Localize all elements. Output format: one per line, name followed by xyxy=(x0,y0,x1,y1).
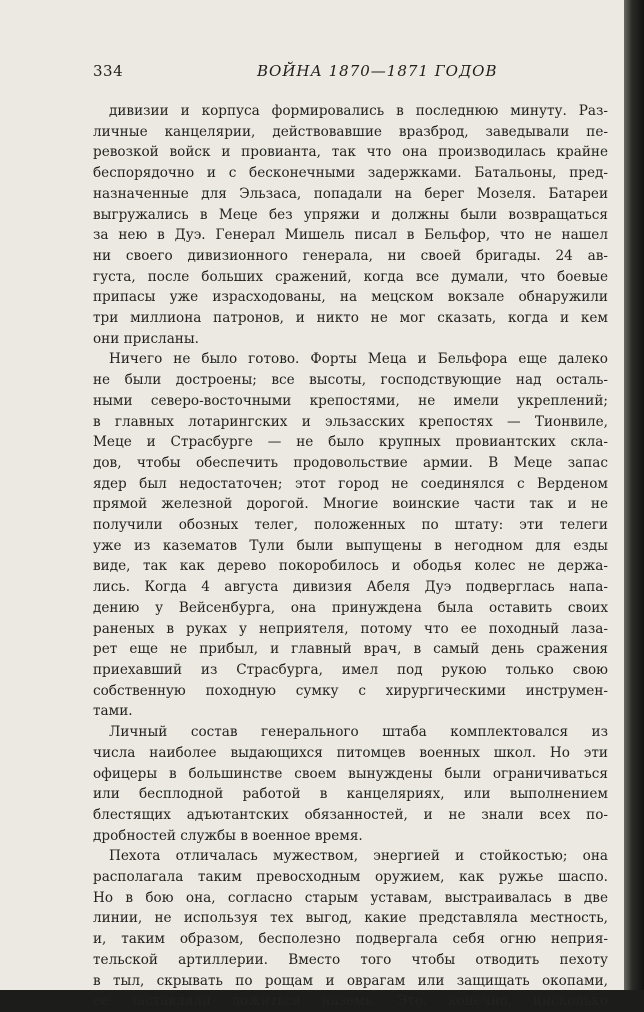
text-line: получили обозных телег, положенных по штату: эти телеги xyxy=(93,517,608,534)
paragraph xyxy=(93,101,608,349)
text-line: припасы уже израсходованы, на мецском вокзале обнаружили xyxy=(93,289,608,306)
text-line: дов, чтобы обеспечить продовольствие армии. В Меце запас xyxy=(93,454,608,471)
text-line: Но в бою она, согласно старым уставам, выстраивалась в две xyxy=(93,889,608,906)
text-line: приехавший из Страсбурга, имел под рукою только свою xyxy=(93,661,608,678)
body-text xyxy=(93,101,608,1012)
text-line: собственную походную сумку с хирургическими инструмен- xyxy=(93,682,608,699)
text-line: лись. Когда 4 августа дивизия Абеля Дуэ подверглась напа- xyxy=(93,579,608,596)
text-line: блестящих адъютантских обязанностей, и не знали всех по- xyxy=(93,806,608,823)
text-line: тельской артиллерии. Вместо того чтобы отводить пехоту xyxy=(93,951,608,968)
text-line: в тыл, скрывать по рощам и оврагам или защищать окопами, xyxy=(93,972,608,989)
text-line: Ничего не было готово. Форты Меца и Бельфора еще далеко xyxy=(109,351,608,368)
page-number: 334 xyxy=(93,62,124,80)
paragraph xyxy=(93,846,608,1012)
text-line: раненых в руках у неприятеля, потому что ее походный лаза- xyxy=(93,620,608,637)
text-line: назначенные для Эльзаса, попадали на берег Мозеля. Батареи xyxy=(93,185,608,202)
text-line: личные канцелярии, действовавшие вразброд, заведывали пе- xyxy=(93,123,608,140)
text-line: или бесплодной работой в канцеляриях, или выполнением xyxy=(93,786,608,803)
text-line: уже из казематов Тули были выпущены в негодном для езды xyxy=(93,537,608,554)
text-line: за нею в Дуэ. Генерал Мишель писал в Бельфор, что не нашел xyxy=(93,227,608,244)
paragraph xyxy=(93,722,608,846)
text-line: ядер был недостаточен; этот город не соединялся с Верденом xyxy=(93,475,608,492)
text-line: линии, не используя тех выгод, какие представляла местность, xyxy=(93,910,608,927)
paragraph xyxy=(93,349,608,722)
page-edge-shadow xyxy=(624,0,644,990)
text-line: они присланы. xyxy=(93,330,200,347)
running-title: ВОЙНА 1870—1871 ГОДОВ xyxy=(257,62,498,80)
text-line: три миллиона патронов, и никто не мог сказать, когда и кем xyxy=(93,310,608,327)
text-line: ревозкой войск и провианта, так что она производилась крайне xyxy=(93,144,608,161)
text-line: Меце и Страсбурге — не было крупных провиантских скла- xyxy=(93,434,608,451)
running-head xyxy=(93,62,608,86)
text-line: прямой железной дорогой. Многие воинские части так и не xyxy=(93,496,608,513)
text-line: дению у Вейсенбурга, она принуждена была оставить своих xyxy=(93,599,608,616)
text-line: ными северо-восточными крепостями, не имели укреплений; xyxy=(93,392,608,409)
text-line: числа наиболее выдающихся питомцев военных школ. Но эти xyxy=(93,744,608,761)
text-line: в главных лотарингских и эльзасских крепостях — Тионвиле, xyxy=(93,413,608,430)
text-line: Пехота отличалась мужеством, энергией и стойкостью; она xyxy=(109,848,608,865)
text-line: Личный состав генерального штаба комплектовался из xyxy=(109,724,608,741)
text-line: дробностей службы в военное время. xyxy=(93,827,363,844)
text-line: ни своего дивизионного генерала, ни своей бригады. 24 ав- xyxy=(93,247,608,264)
text-line: располагала таким превосходным оружием, как ружье шаспо. xyxy=(93,869,608,886)
text-line: густа, после больших сражений, когда все думали, что боевые xyxy=(93,268,608,285)
text-line: и, таким образом, бесполезно подвергала себя огню неприя- xyxy=(93,931,608,948)
text-line: рет еще не прибыл, и главный врач, в самый день сражения xyxy=(93,641,608,658)
text-line: дивизии и корпуса формировались в последнюю минуту. Раз- xyxy=(109,103,608,119)
text-line: офицеры в большинстве своем вынуждены были ограничиваться xyxy=(93,765,608,782)
text-line: ее заставляли ложиться наземь. Это, конечно, нисколько xyxy=(93,993,608,1010)
text-line: выгружались в Меце без упряжи и должны были возвращаться xyxy=(93,206,608,223)
text-line: не были достроены; все высоты, господствующие над осталь- xyxy=(93,372,608,389)
text-line: тами. xyxy=(93,703,133,720)
text-line: виде, так как дерево покоробилось и ободья колес не держа- xyxy=(93,558,608,575)
text-line: беспорядочно и с бесконечными задержками. Батальоны, пред- xyxy=(93,165,608,182)
